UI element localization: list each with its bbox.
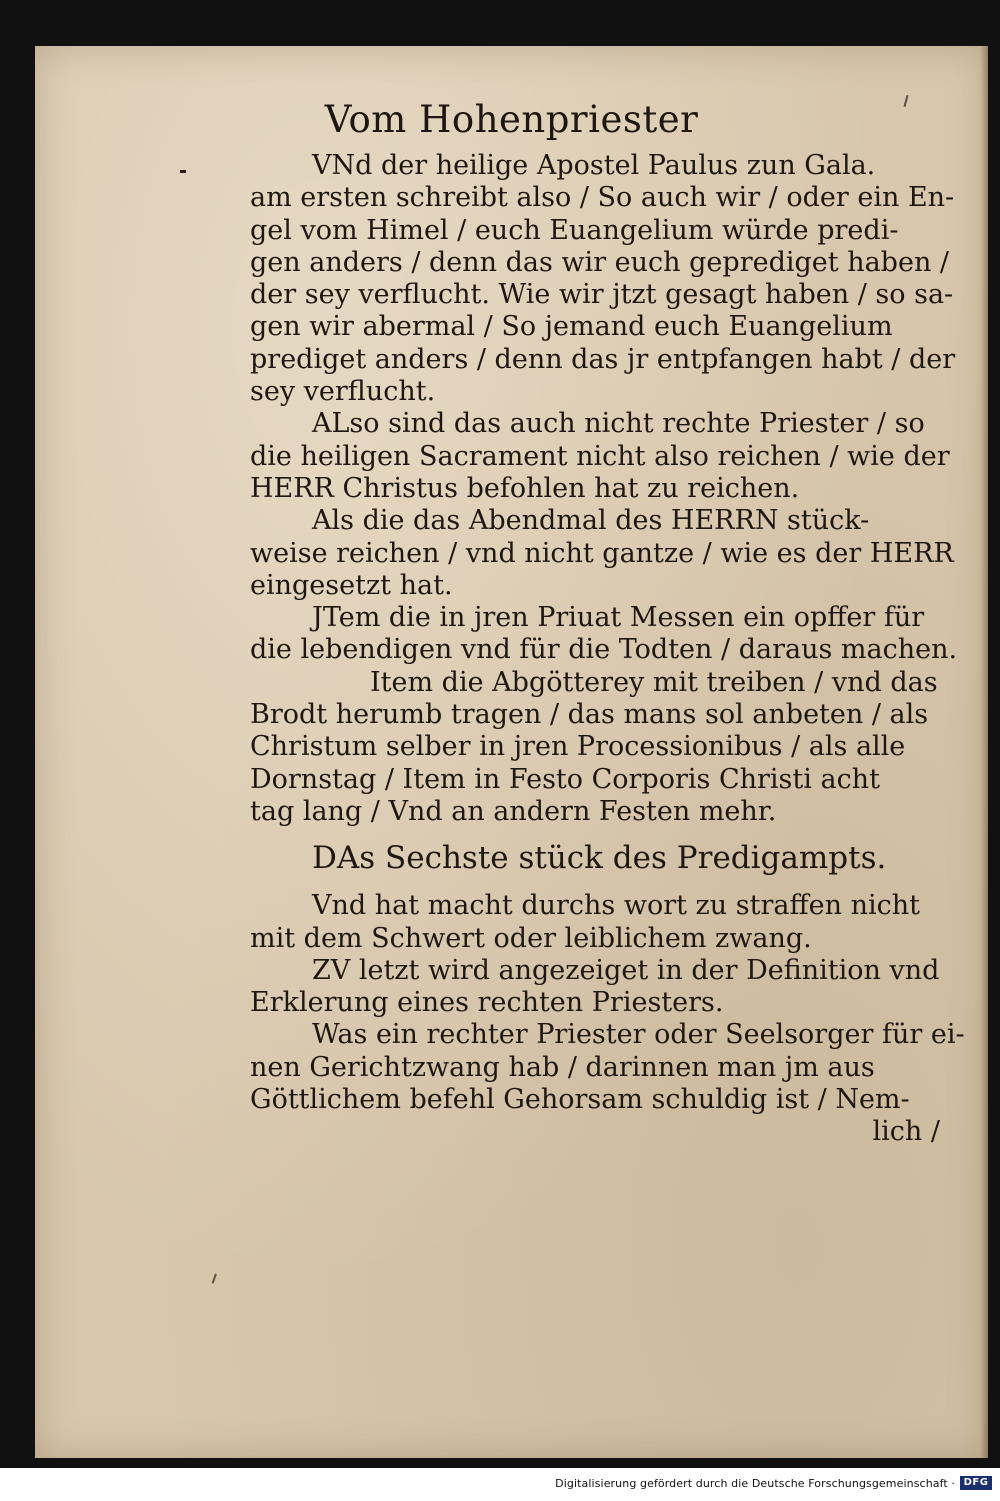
text-line: ALso sind das auch nicht rechte Priester / so — [312, 408, 925, 440]
margin-mark — [180, 170, 186, 173]
text-line: mit dem Schwert oder leiblichem zwang. — [250, 922, 812, 954]
text-line: Dornstag / Item in Festo Corporis Christi acht — [250, 763, 880, 795]
text-line: eingesetzt hat. — [250, 569, 453, 601]
text-line: Brodt herumb tragen / das mans sol anbeten / als — [250, 699, 929, 731]
text-line: gel vom Himel / euch Euangelium würde predi- — [250, 214, 899, 246]
text-line: gen wir abermal / So jemand euch Euangelium — [250, 311, 893, 343]
text-line: Göttlichem befehl Gehorsam schuldig ist / Nem- — [250, 1084, 910, 1116]
text-line: Erklerung eines rechten Priesters. — [250, 987, 724, 1019]
text-line: gen anders / denn das wir euch geprediget haben / — [250, 246, 950, 278]
text-line: ZV letzt wird angezeiget in der Definition vnd — [312, 954, 940, 986]
text-line: am ersten schreibt also / So auch wir / oder ein En- — [250, 182, 955, 214]
text-line: nen Gerichtzwang hab / darinnen man jm aus — [250, 1051, 875, 1083]
text-line: die heiligen Sacrament nicht also reichen / wie der — [250, 440, 950, 472]
text-line: Item die Abgötterey mit treiben / vnd das — [370, 666, 938, 698]
book-page — [35, 46, 988, 1458]
text-line: die lebendigen vnd für die Todten / daraus machen. — [250, 634, 958, 666]
text-line: JTem die in jren Priuat Messen ein opffer für — [312, 602, 925, 634]
text-line: der sey verflucht. Wie wir jtzt gesagt haben / so sa- — [250, 279, 954, 311]
text-line: lich / — [872, 1116, 940, 1148]
body-text — [250, 150, 965, 1149]
page-edge-shadow — [980, 46, 988, 1458]
text-line: Vnd hat macht durchs wort zu straffen nicht — [312, 890, 920, 922]
text-line: VNd der heilige Apostel Paulus zun Gala. — [312, 150, 876, 181]
text-line: Christum selber in jren Processionibus / als alle — [250, 731, 906, 763]
text-line: Was ein rechter Priester oder Seelsorger für ei- — [312, 1019, 965, 1051]
dfg-logo: DFG — [960, 1476, 992, 1490]
text-line: tag lang / Vnd an andern Festen mehr. — [250, 795, 777, 827]
running-head: Vom Hohenpriester — [324, 98, 699, 141]
text-line: weise reichen / vnd nicht gantze / wie es der HERR — [250, 537, 954, 569]
text-line: HERR Christus befohlen hat zu reichen. — [250, 472, 800, 504]
text-line: prediget anders / denn das jr entpfangen habt / der — [250, 343, 956, 375]
text-line: sey verflucht. — [250, 376, 436, 408]
digitization-credit: Digitalisierung gefördert durch die Deutsche Forschungsgemeinschaft · — [555, 1477, 955, 1490]
text-line: Als die das Abendmal des HERRN stück- — [312, 505, 870, 537]
section-heading: DAs Sechste stück des Predigampts. — [312, 840, 887, 877]
